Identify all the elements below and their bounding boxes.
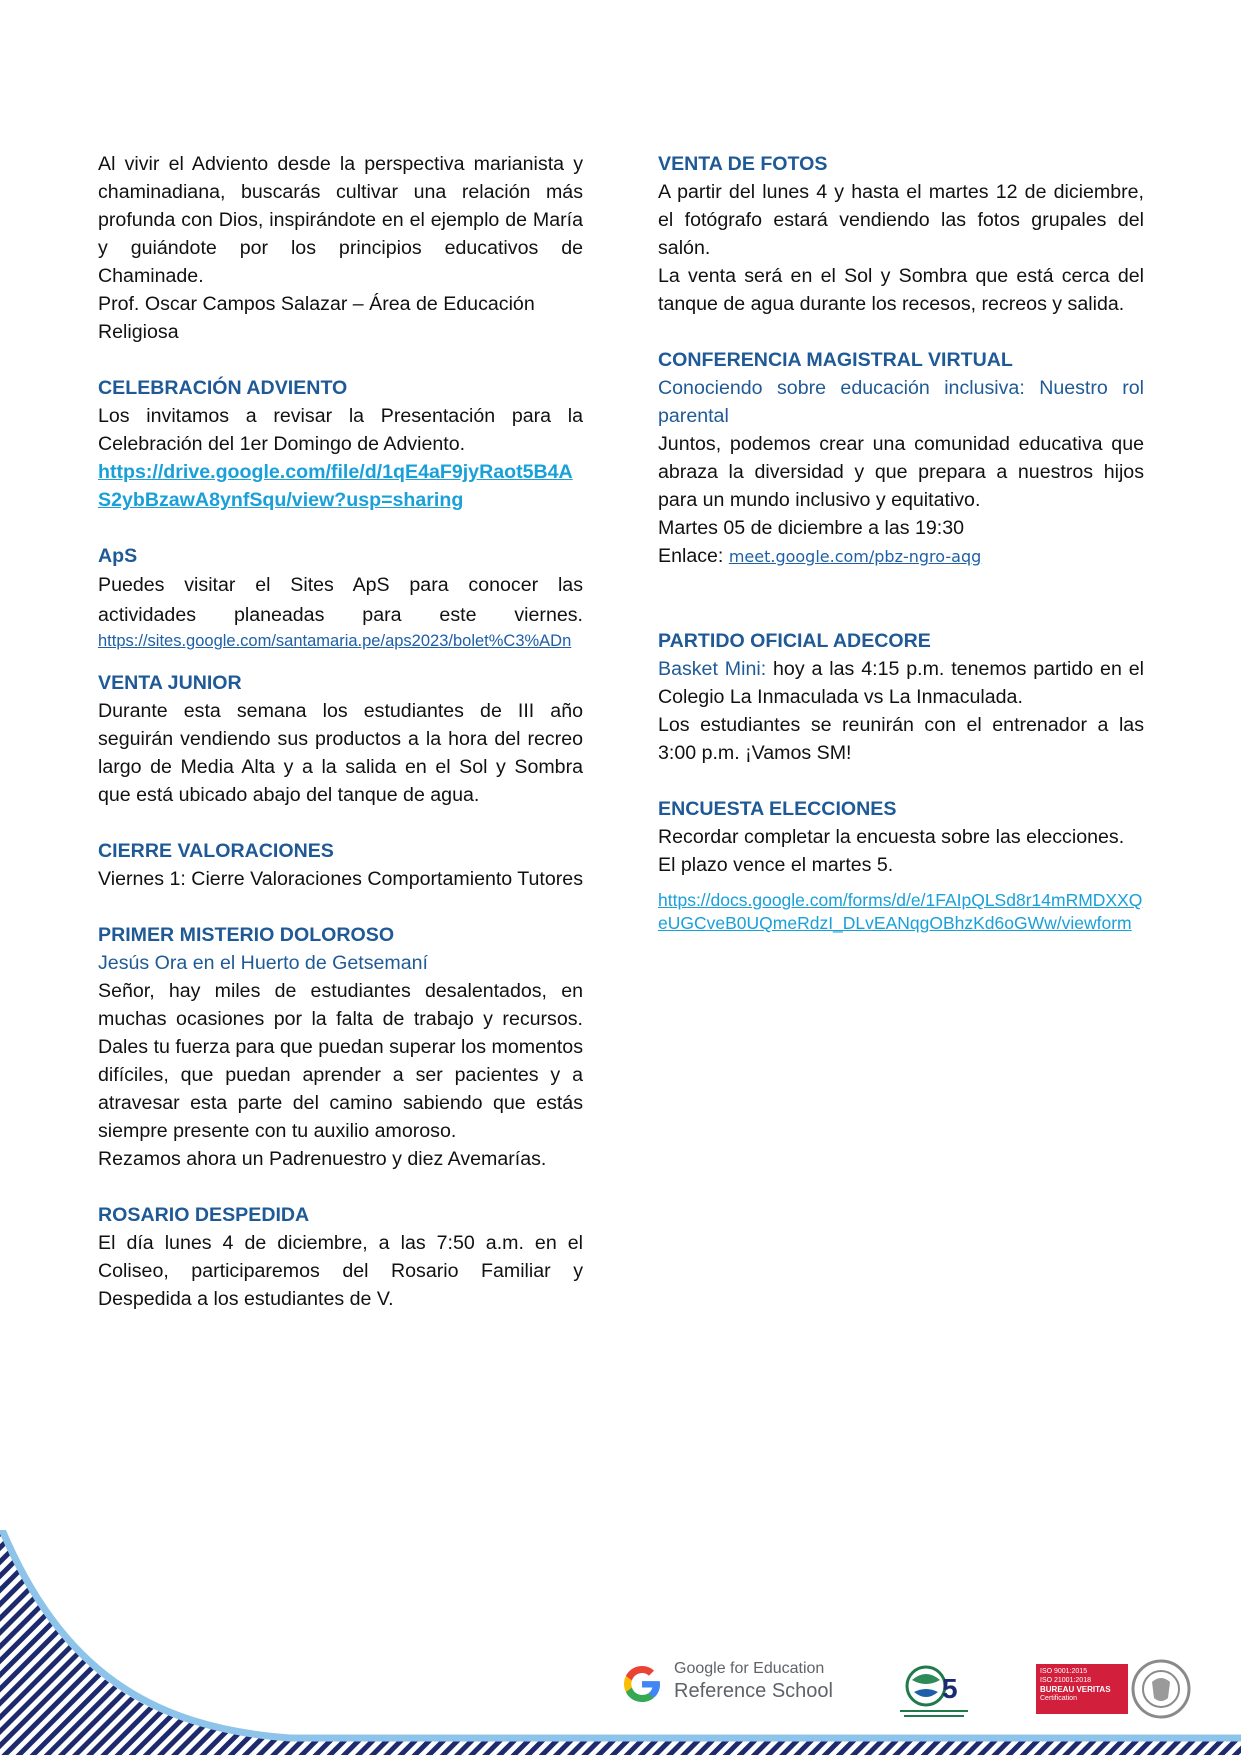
venta-junior-title: VENTA JUNIOR (98, 672, 242, 694)
cierre-text: Viernes 1: Cierre Valoraciones Comportamiento Tutores (98, 868, 583, 890)
misterio-text2: Rezamos ahora un Padrenuestro y diez Avemarías. (98, 1148, 547, 1170)
bv-iso-1: ISO 9001:2015 (1040, 1668, 1088, 1675)
pacto-educativo-logo (896, 1658, 972, 1720)
google-logo-line1: Google for Education (674, 1660, 825, 1677)
encuesta-text: Recordar completar la encuesta sobre las elecciones. (658, 826, 1125, 848)
conferencia-link[interactable]: meet.google.com/pbz-ngro-aqg (728, 547, 982, 566)
misterio-subtitle: Jesús Ora en el Huerto de Getsemaní (98, 952, 428, 974)
aps-link[interactable]: https://sites.google.com/santamaria.pe/aps2023/bolet%C3%ADn (98, 632, 572, 650)
venta-junior-text: Durante esta semana los estudiantes de III año seguirán vendiendo sus productos a la hora del recreo largo de Media Alta y a la salida en el Sol y Sombra que está ubicado abajo del tanque de agua. (98, 700, 583, 806)
encuesta-title: ENCUESTA ELECCIONES (658, 798, 897, 820)
rosario-text: El día lunes 4 de diciembre, a las 7:50 a.m. en el Coliseo, participaremos del Rosario Familiar y Despedida a los estudiantes de V. (98, 1232, 583, 1310)
misterio-text: Señor, hay miles de estudiantes desalentados, en muchas ocasiones por la falta de trabajo y recursos. Dales tu fuerza para que puedan superar los momentos difíciles, que puedan aprender a ser pacientes y a atravesar esta parte del camino sabiendo que estás siempre presente con tu auxilio amoroso. (98, 980, 583, 1142)
left-column (98, 150, 583, 1313)
conferencia-date: Martes 05 de diciembre a las 19:30 (658, 517, 965, 539)
bv-iso-2: ISO 21001:2018 (1040, 1677, 1091, 1684)
bv-seal-icon (1130, 1658, 1192, 1720)
celebracion-text: Los invitamos a revisar la Presentación para la Celebración del 1er Domingo de Adviento. (98, 405, 583, 455)
pacto-globe-icon (896, 1658, 972, 1720)
fotos-text2: La venta será en el Sol y Sombra que está cerca del tanque de agua durante los recesos, recreos y salida. (658, 265, 1144, 315)
svg-text:5: 5 (942, 1673, 958, 1704)
intro-author: Prof. Oscar Campos Salazar – Área de Educación Religiosa (98, 293, 535, 343)
google-education-logo (620, 1660, 850, 1710)
celebracion-title: CELEBRACIÓN ADVIENTO (98, 377, 348, 399)
bureau-veritas-logo (1036, 1660, 1194, 1718)
conferencia-subtitle: Conociendo sobre educación inclusiva: Nuestro rol parental (658, 377, 1144, 427)
aps-text: Puedes visitar el Sites ApS para conocer las actividades planeadas para este viernes. (98, 574, 583, 626)
conferencia-link-line (658, 542, 1144, 571)
fotos-title: VENTA DE FOTOS (658, 153, 828, 175)
aps-title: ApS (98, 545, 138, 567)
partido-text2: Los estudiantes se reunirán con el entrenador a las 3:00 p.m. ¡Vamos SM! (658, 714, 1144, 764)
partido-title: PARTIDO OFICIAL ADECORE (658, 630, 931, 652)
cierre-title: CIERRE VALORACIONES (98, 840, 334, 862)
rosario-title: ROSARIO DESPEDIDA (98, 1204, 310, 1226)
conferencia-text: Juntos, podemos crear una comunidad educativa que abraza la diversidad y que prepara a nuestros hijos para un mundo inclusivo y equitativo. (658, 433, 1144, 511)
bv-cert: Certification (1040, 1695, 1077, 1702)
footer-decoration (0, 1530, 1241, 1755)
conferencia-link-label: Enlace: (658, 545, 724, 567)
celebracion-link[interactable]: https://drive.google.com/file/d/1qE4aF9jyRaot5B4AS2ybBzawA8ynfSqu/view?usp=sharing (98, 461, 573, 511)
intro-paragraph: Al vivir el Adviento desde la perspectiva marianista y chaminadiana, buscarás cultivar una relación más profunda con Dios, inspirándote en el ejemplo de María y guiándote por los principios educativos de Chaminade. (98, 153, 583, 287)
encuesta-text2: El plazo vence el martes 5. (658, 854, 894, 876)
encuesta-link[interactable]: https://docs.google.com/forms/d/e/1FAIpQLSd8r14mRMDXXQeUGCveB0UQmeRdzI_DLvEANqgOBhzKd6oGWw/viewform (658, 890, 1143, 933)
bv-name: BUREAU VERITAS (1040, 1685, 1111, 1694)
right-column (658, 150, 1144, 935)
google-g-icon (620, 1662, 664, 1706)
conferencia-title: CONFERENCIA MAGISTRAL VIRTUAL (658, 349, 1013, 371)
misterio-title: PRIMER MISTERIO DOLOROSO (98, 924, 395, 946)
fotos-text: A partir del lunes 4 y hasta el martes 12 de diciembre, el fotógrafo estará vendiendo las fotos grupales del salón. (658, 181, 1144, 259)
partido-text-body: hoy a las 4:15 p.m. tenemos partido en el Colegio La Inmaculada vs La Inmaculada. (658, 658, 1144, 708)
bv-certification-box (1036, 1664, 1128, 1714)
partido-subtitle: Basket Mini: (658, 658, 767, 680)
google-logo-line2: Reference School (674, 1680, 833, 1702)
partido-text (658, 655, 1144, 711)
